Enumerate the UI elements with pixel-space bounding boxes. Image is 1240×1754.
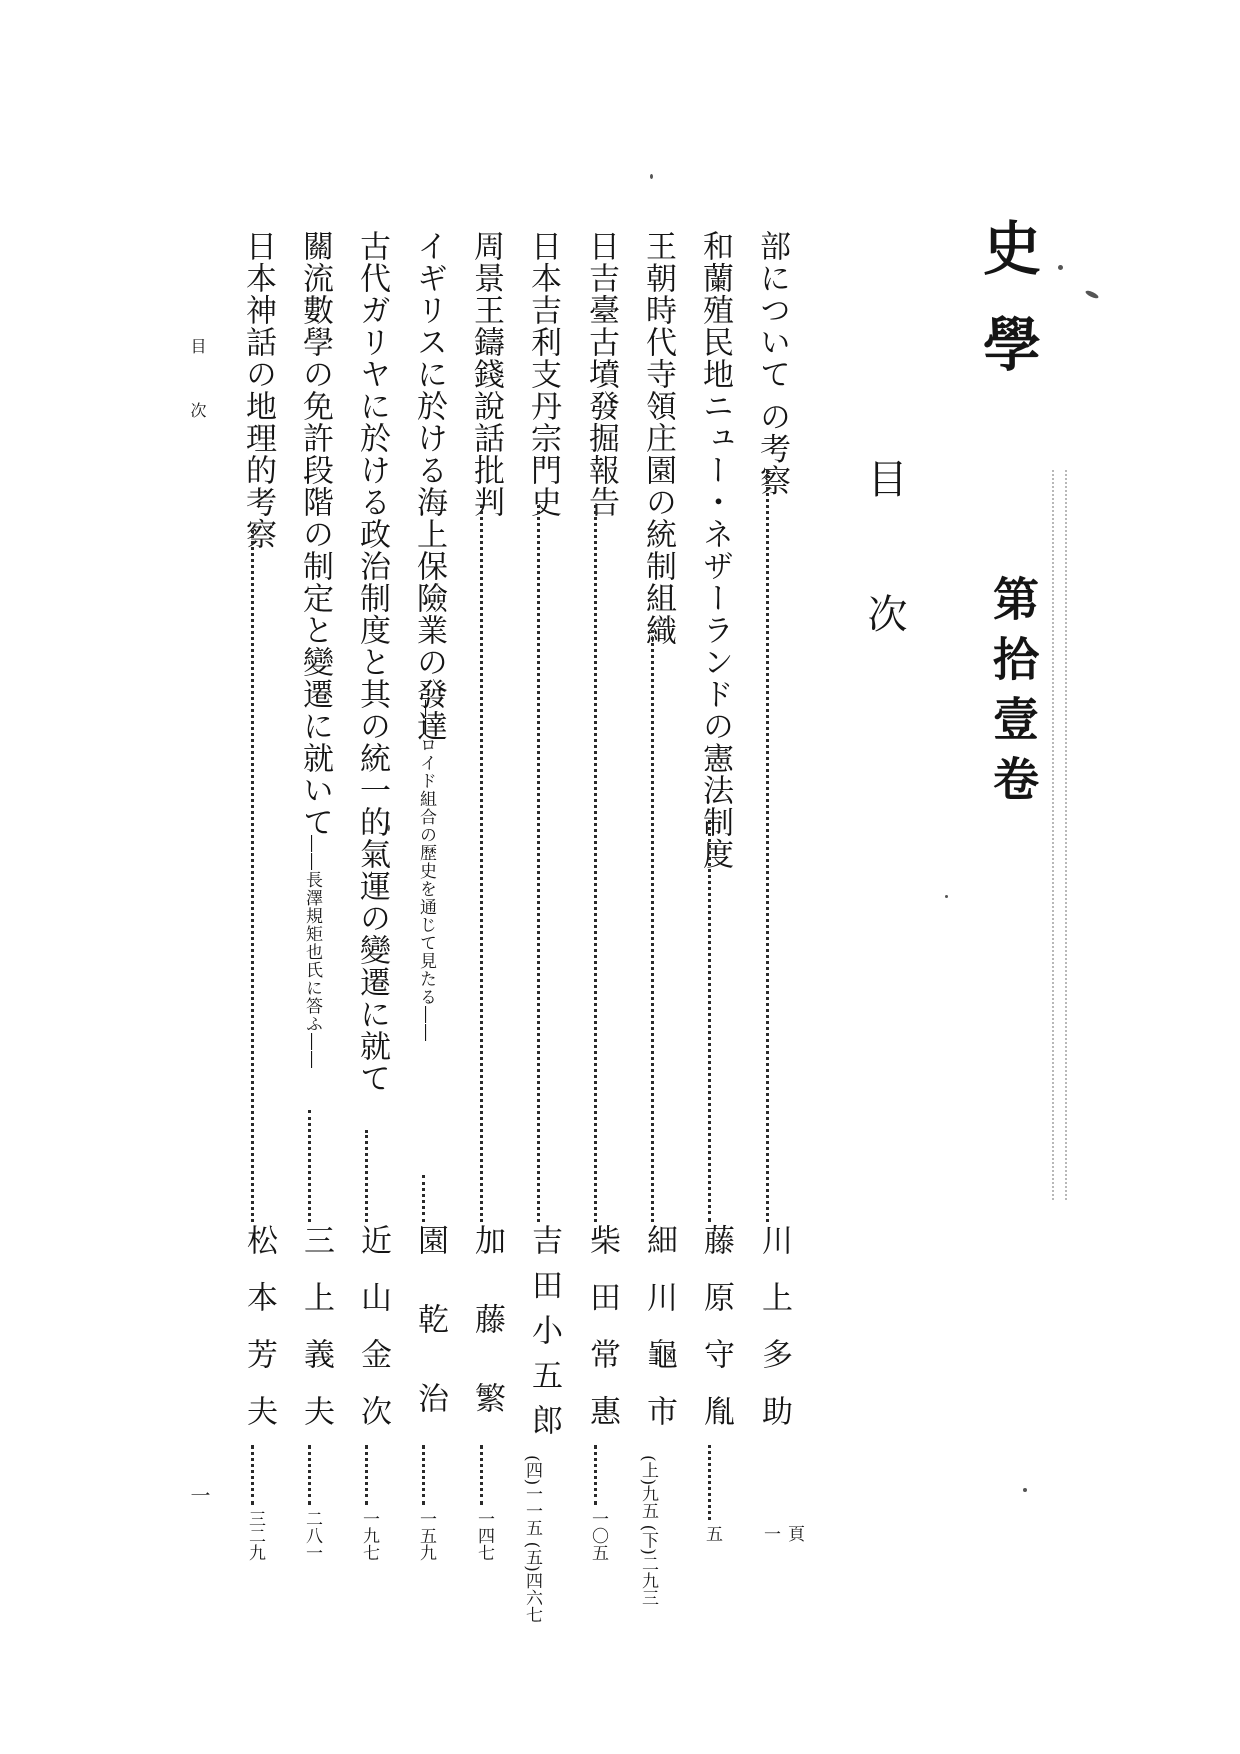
leader-dots	[766, 470, 773, 1222]
entry-title: 和蘭殖民地ニュー・ネザーランドの憲法制度	[697, 230, 733, 870]
entry-title: 日吉臺古墳發掘報告	[583, 230, 619, 518]
entry-subtitle: ――ロイド組合の歷史を通じて見たる――	[416, 700, 436, 1042]
leader-dots	[422, 1175, 429, 1222]
entry-author: 近山金次	[355, 1224, 391, 1452]
entry-page: 一五九	[416, 1510, 436, 1561]
entry-page: 二八一	[302, 1510, 322, 1561]
leader-dots	[594, 505, 601, 1222]
scan-speck	[1023, 1488, 1027, 1492]
entry-author: 柴田常惠	[584, 1224, 620, 1452]
entry-author: 吉田小五郎	[526, 1224, 562, 1449]
leader-dots	[480, 505, 487, 1222]
entry-title: 古代ガリヤに於ける政治制度と其の統一的氣運の變遷に就て	[354, 230, 390, 1094]
entry-page: 一	[760, 1525, 780, 1542]
leader-dots	[594, 1445, 601, 1505]
entry-page: 三二九	[245, 1510, 265, 1561]
scan-speck	[650, 174, 653, 179]
scan-artifact	[1052, 470, 1056, 1200]
entry-page: 一四七	[474, 1510, 494, 1561]
entry-title: 王朝時代寺領庄園の統制組織	[640, 230, 676, 646]
toc-heading: 目次	[861, 458, 907, 728]
entry-author: 松本芳夫	[241, 1224, 277, 1452]
entry-page: 五	[702, 1525, 722, 1542]
leader-dots	[422, 1445, 429, 1505]
entry-page: 一〇五	[588, 1510, 608, 1561]
leader-dots	[251, 530, 258, 1222]
entry-title: 關流數學の免許段階の制定と變遷に就いて	[297, 230, 333, 838]
entry-title: 部について の考察	[754, 230, 790, 497]
entry-author: 加藤繁	[469, 1224, 505, 1461]
leader-dots	[708, 1445, 715, 1520]
entry-page: (四)一一五 (五)四六七	[522, 1455, 542, 1623]
scan-speck	[1085, 289, 1100, 299]
folio-number: 一	[187, 1485, 211, 1505]
entry-author: 園乾治	[412, 1224, 448, 1461]
scan-artifact	[1065, 470, 1069, 1200]
page-unit: 頁	[784, 1525, 804, 1542]
leader-dots	[537, 505, 544, 1222]
leader-dots	[365, 1445, 372, 1505]
journal-title: 史學	[973, 218, 1041, 410]
entry-page: (上)九五 (下)二九三	[638, 1455, 658, 1606]
entry-subtitle: ――長澤規矩也氏に答ふ――	[302, 835, 322, 1069]
entry-author: 三上義夫	[298, 1224, 334, 1452]
volume-label: 第拾壹卷	[986, 575, 1040, 815]
entry-title: 周景王鑄錢說話批判	[468, 230, 504, 518]
entry-author: 細川龜市	[641, 1224, 677, 1452]
entry-title: 日本吉利支丹宗門史	[525, 230, 561, 518]
entry-author: 藤原守胤	[698, 1224, 734, 1452]
scan-speck	[945, 895, 948, 898]
leader-dots	[480, 1445, 487, 1505]
scan-speck	[1058, 265, 1063, 270]
entry-author: 川上多助	[756, 1224, 792, 1452]
entry-title: 日本神話の地理的考察	[240, 230, 276, 550]
entry-title: イギリスに於ける海上保險業の發達	[411, 230, 447, 742]
leader-dots	[251, 1445, 258, 1505]
leader-dots	[308, 1445, 315, 1505]
leader-dots	[708, 820, 715, 1222]
leader-dots	[365, 1130, 372, 1222]
leader-dots	[308, 1110, 315, 1222]
running-header-label: 目次	[188, 338, 207, 466]
leader-dots	[651, 630, 658, 1222]
entry-page: 一九七	[359, 1510, 379, 1561]
